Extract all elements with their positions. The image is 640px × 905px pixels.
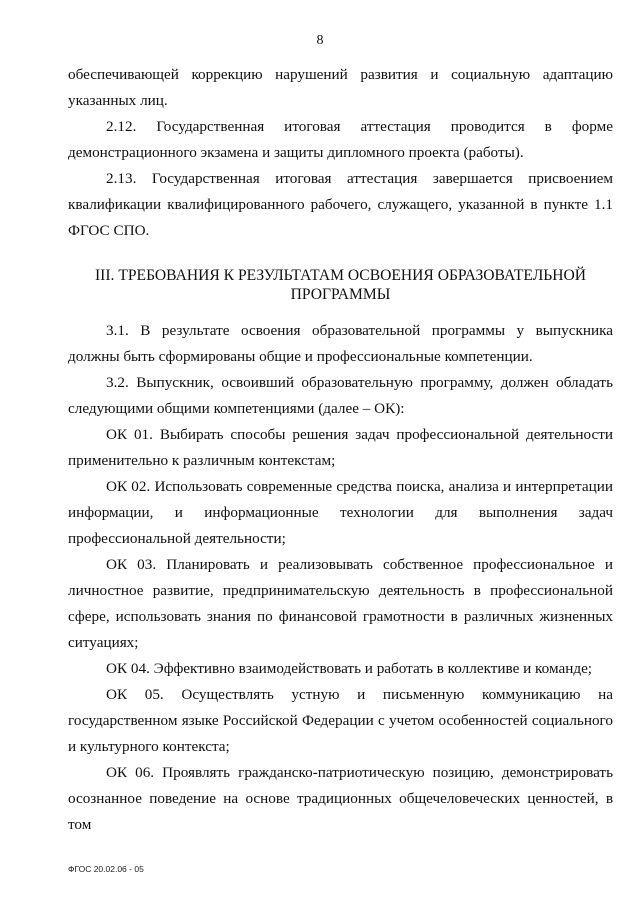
page-number: 8 bbox=[316, 33, 324, 48]
competency-ok-02: ОК 02. Использовать современные средства поиска, анализа и интерпретации информации, и информационные технологии для выполнения задач профессиональной деятельности; bbox=[68, 478, 613, 547]
paragraph-2-12: 2.12. Государственная итоговая аттестация проводится в форме демонстрационного экзамена и защиты дипломного проекта (работы). bbox=[68, 118, 613, 161]
document-body bbox=[68, 62, 613, 838]
paragraph-3-1: 3.1. В результате освоения образовательной программы у выпускника должны быть сформированы общие и профессиональные компетенции. bbox=[68, 322, 613, 365]
competency-ok-01: ОК 01. Выбирать способы решения задач профессиональной деятельности применительно к различным контекстам; bbox=[68, 426, 613, 469]
competency-ok-05: ОК 05. Осуществлять устную и письменную коммуникацию на государственном языке Российской Федерации с учетом особенностей социального и культурного контекста; bbox=[68, 686, 613, 755]
competency-ok-06: ОК 06. Проявлять гражданско-патриотическую позицию, демонстрировать осознанное поведение на основе традиционных общечеловеческих ценностей, в том bbox=[68, 764, 613, 833]
document-footer-code: ФГОС 20.02.06 - 05 bbox=[68, 864, 144, 874]
paragraph-continuation: обеспечивающей коррекцию нарушений развития и социальную адаптацию указанных лиц. bbox=[68, 66, 613, 109]
paragraph-2-13: 2.13. Государственная итоговая аттестация завершается присвоением квалификации квалифицированного рабочего, служащего, указанной в пункте 1.1 ФГОС СПО. bbox=[68, 170, 613, 239]
competency-ok-04: ОК 04. Эффективно взаимодействовать и работать в коллективе и команде; bbox=[106, 660, 593, 677]
section-heading: III. ТРЕБОВАНИЯ К РЕЗУЛЬТАТАМ ОСВОЕНИЯ ОБРАЗОВАТЕЛЬНОЙ ПРОГРАММЫ bbox=[94, 267, 587, 303]
competency-ok-03: ОК 03. Планировать и реализовывать собственное профессиональное и личностное развитие, предпринимательскую деятельность в профессиональной сфере, использовать знания по финансовой грамотности в различных жизненных ситуациях; bbox=[68, 556, 613, 651]
paragraph-3-2: 3.2. Выпускник, освоивший образовательную программу, должен обладать следующими общими компетенциями (далее – ОК): bbox=[68, 374, 613, 417]
